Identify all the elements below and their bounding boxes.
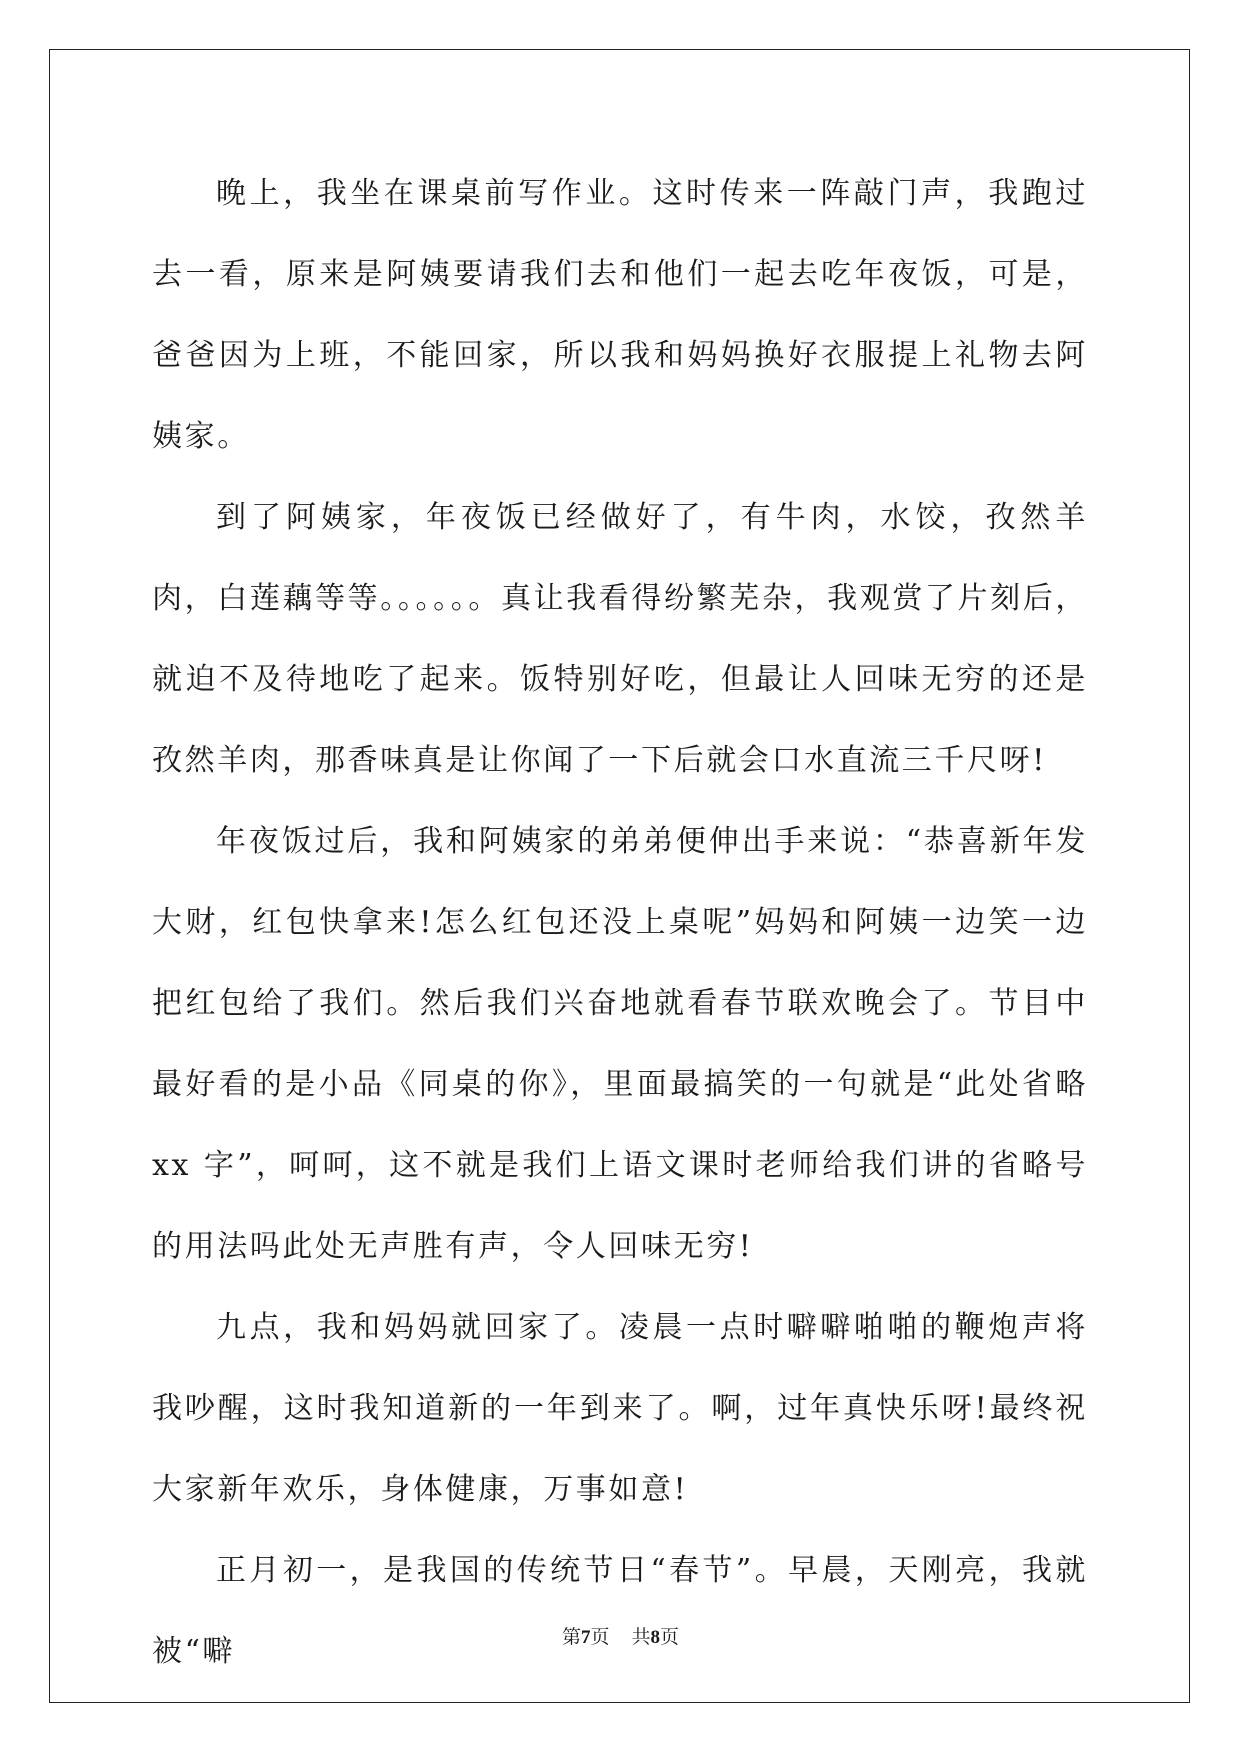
total-prefix: 共 <box>631 1626 651 1648</box>
document-body <box>152 153 1088 1692</box>
total-suffix: 页 <box>660 1626 680 1648</box>
paragraph: 年夜饭过后，我和阿姨家的弟弟便伸出手来说：“恭喜新年发大财，红包快拿来!怎么红包还没上桌呢”妈妈和阿姨一边笑一边把红包给了我们。然后我们兴奋地就看春节联欢晚会了。节目中最好看的是小品《同桌的你》，里面最搞笑的一句就是“此处省略 xx 字”，呵呵，这不就是我们上语文课时老师给我们讲的省略号的用法吗此处无声胜有声，令人回味无穷! <box>152 824 1088 1264</box>
paragraph: 正月初一，是我国的传统节日“春节”。早晨，天刚亮，我就被“噼 <box>152 1553 1088 1669</box>
page-suffix: 页 <box>590 1626 610 1648</box>
page-footer <box>0 1622 1241 1649</box>
paragraph: 到了阿姨家，年夜饭已经做好了，有牛肉，水饺，孜然羊肉，白莲藕等等。。。。。。真让我看得纷繁芜杂，我观赏了片刻后，就迫不及待地吃了起来。饭特别好吃，但最让人回味无穷的还是孜然羊肉，那香味真是让你闻了一下后就会口水直流三千尺呀! <box>152 500 1088 778</box>
page-prefix: 第 <box>561 1626 581 1648</box>
total-page-number: 8 <box>650 1627 661 1648</box>
current-page-number: 7 <box>580 1627 591 1648</box>
paragraph: 九点，我和妈妈就回家了。凌晨一点时噼噼啪啪的鞭炮声将我吵醒，这时我知道新的一年到来了。啊，过年真快乐呀!最终祝大家新年欢乐，身体健康，万事如意! <box>152 1310 1088 1507</box>
paragraph: 晚上，我坐在课桌前写作业。这时传来一阵敲门声，我跑过去一看，原来是阿姨要请我们去和他们一起去吃年夜饭，可是，爸爸因为上班，不能回家，所以我和妈妈换好衣服提上礼物去阿姨家。 <box>152 176 1088 454</box>
